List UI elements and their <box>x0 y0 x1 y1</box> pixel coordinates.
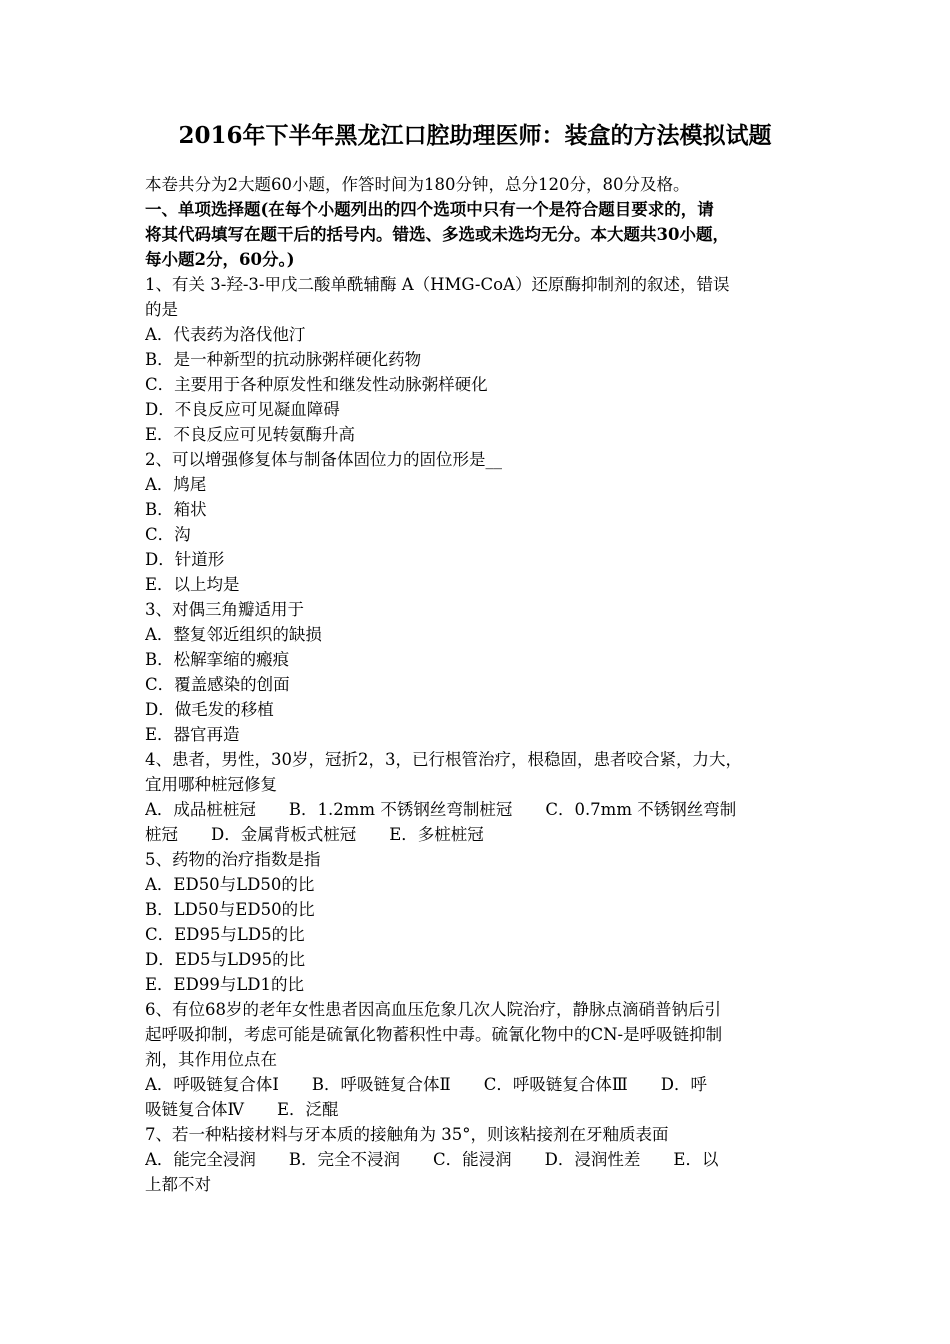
section-heading-line: 一、单项选择题(在每个小题列出的四个选项中只有一个是符合题目要求的，请 <box>145 200 714 219</box>
answer-option: A．能完全浸润 B．完全不浸润 C．能浸润 D．浸润性差 E．以 <box>145 1150 719 1169</box>
answer-option: A．成品桩桩冠 B．1.2mm 不锈钢丝弯制桩冠 C．0.7mm 不锈钢丝弯制 <box>145 800 737 819</box>
answer-option: E．器官再造 <box>145 725 240 744</box>
answer-option: B．是一种新型的抗动脉粥样硬化药物 <box>145 350 422 369</box>
question-list <box>145 272 810 1197</box>
answer-option: E．不良反应可见转氨酶升高 <box>145 425 356 444</box>
page-title: 2016年下半年黑龙江口腔助理医师：装盒的方法模拟试题 <box>178 122 772 149</box>
question-stem-line: 起呼吸抑制，考虑可能是硫氰化物蓄积性中毒。硫氰化物中的CN-是呼吸链抑制 <box>145 1025 723 1044</box>
answer-option: D．ED5与LD95的比 <box>145 950 306 969</box>
answer-option: C．沟 <box>145 525 191 544</box>
question-item <box>145 272 810 447</box>
question-stem-line: 剂，其作用位点在 <box>145 1050 277 1069</box>
question-stem-line: 5、药物的治疗指数是指 <box>145 850 321 869</box>
question-stem-line: 7、若一种粘接材料与牙本质的接触角为 35°，则该粘接剂在牙釉质表面 <box>145 1125 669 1144</box>
answer-option: A．呼吸链复合体Ⅰ B．呼吸链复合体Ⅱ C．呼吸链复合体Ⅲ D．呼 <box>145 1075 708 1094</box>
answer-option: 吸链复合体Ⅳ E．泛醌 <box>145 1100 339 1119</box>
document-body <box>145 172 810 1197</box>
intro-text: 本卷共分为2大题60小题，作答时间为180分钟，总分120分，80分及格。 <box>145 175 690 194</box>
answer-option: B．箱状 <box>145 500 207 519</box>
answer-option: 上都不对 <box>145 1175 211 1194</box>
answer-option: D．针道形 <box>145 550 225 569</box>
answer-option: E．ED99与LD1的比 <box>145 975 304 994</box>
answer-option: C．覆盖感染的创面 <box>145 675 290 694</box>
question-item <box>145 1122 810 1197</box>
answer-option: B．LD50与ED50的比 <box>145 900 315 919</box>
question-item <box>145 747 810 847</box>
answer-option: 桩冠 D．金属背板式桩冠 E．多桩桩冠 <box>145 825 484 844</box>
answer-option: E．以上均是 <box>145 575 240 594</box>
answer-option: D．做毛发的移植 <box>145 700 274 719</box>
answer-option: B．松解挛缩的瘢痕 <box>145 650 290 669</box>
question-stem-line: 2、可以增强修复体与制备体固位力的固位形是__ <box>145 450 502 469</box>
section-heading-line: 每小题2分，60分。) <box>145 250 295 269</box>
answer-option: A．整复邻近组织的缺损 <box>145 625 322 644</box>
answer-option: A．鸠尾 <box>145 475 207 494</box>
question-stem-line: 1、有关 3-羟-3-甲戊二酸单酰辅酶 A（HMG-CoA）还原酶抑制剂的叙述，错误 <box>145 275 730 294</box>
question-item <box>145 447 810 597</box>
question-stem-line: 3、对偶三角瓣适用于 <box>145 600 304 619</box>
question-stem-line: 6、有位68岁的老年女性患者因高血压危象几次人院治疗，静脉点滴硝普钠后引 <box>145 1000 721 1019</box>
question-stem-line: 4、患者，男性，30岁，冠折2，3，已行根管治疗，根稳固，患者咬合紧，力大， <box>145 750 742 769</box>
answer-option: A．代表药为洛伐他汀 <box>145 325 306 344</box>
question-stem-line: 宜用哪种桩冠修复 <box>145 775 277 794</box>
question-item <box>145 997 810 1122</box>
answer-option: A．ED50与LD50的比 <box>145 875 315 894</box>
question-stem-line: 的是 <box>145 300 178 319</box>
question-item <box>145 847 810 997</box>
answer-option: C．主要用于各种原发性和继发性动脉粥样硬化 <box>145 375 488 394</box>
answer-option: C．ED95与LD5的比 <box>145 925 305 944</box>
question-item <box>145 597 810 747</box>
section-heading <box>145 197 810 272</box>
answer-option: D．不良反应可见凝血障碍 <box>145 400 340 419</box>
section-heading-line: 将其代码填写在题干后的括号内。错选、多选或未选均无分。本大题共30小题， <box>145 225 729 244</box>
